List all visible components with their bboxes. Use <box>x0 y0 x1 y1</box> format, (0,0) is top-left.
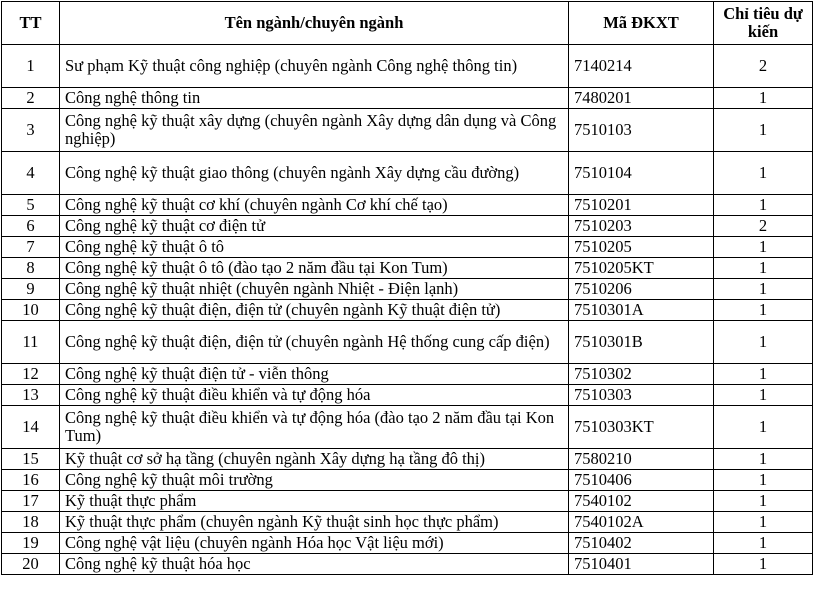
table-row <box>2 109 813 152</box>
cell-quota: 1 <box>714 88 813 109</box>
cell-name: Công nghệ vật liệu (chuyên ngành Hóa học Vật liệu mới) <box>60 533 569 554</box>
cell-code: 7510303KT <box>569 406 714 449</box>
cell-code: 7540102 <box>569 491 714 512</box>
cell-name: Kỹ thuật thực phẩm (chuyên ngành Kỹ thuật sinh học thực phẩm) <box>60 512 569 533</box>
cell-name: Kỹ thuật cơ sở hạ tầng (chuyên ngành Xây dựng hạ tầng đô thị) <box>60 449 569 470</box>
cell-quota: 2 <box>714 216 813 237</box>
cell-code: 7510301B <box>569 321 714 364</box>
table-row <box>2 470 813 491</box>
cell-code: 7480201 <box>569 88 714 109</box>
cell-tt: 11 <box>2 321 60 364</box>
cell-quota: 1 <box>714 237 813 258</box>
cell-tt: 9 <box>2 279 60 300</box>
cell-quota: 1 <box>714 491 813 512</box>
cell-code: 7510402 <box>569 533 714 554</box>
table-row <box>2 88 813 109</box>
cell-quota: 1 <box>714 406 813 449</box>
header-code: Mã ĐKXT <box>569 2 714 45</box>
table-row <box>2 385 813 406</box>
cell-quota: 1 <box>714 300 813 321</box>
cell-name: Công nghệ kỹ thuật điện, điện tử (chuyên ngành Kỹ thuật điện tử) <box>60 300 569 321</box>
cell-tt: 3 <box>2 109 60 152</box>
cell-name: Sư phạm Kỹ thuật công nghiệp (chuyên ngành Công nghệ thông tin) <box>60 45 569 88</box>
table-row <box>2 237 813 258</box>
header-tt: TT <box>2 2 60 45</box>
cell-code: 7140214 <box>569 45 714 88</box>
table-row <box>2 216 813 237</box>
cell-code: 7510205KT <box>569 258 714 279</box>
table-row <box>2 152 813 195</box>
cell-code: 7510406 <box>569 470 714 491</box>
cell-quota: 1 <box>714 512 813 533</box>
cell-quota: 1 <box>714 152 813 195</box>
table-row <box>2 258 813 279</box>
cell-name: Công nghệ kỹ thuật điều khiển và tự động hóa <box>60 385 569 406</box>
header-row <box>2 2 813 45</box>
table-row <box>2 406 813 449</box>
cell-name: Công nghệ kỹ thuật điều khiển và tự động hóa (đào tạo 2 năm đầu tại Kon Tum) <box>60 406 569 449</box>
cell-code: 7510205 <box>569 237 714 258</box>
cell-tt: 2 <box>2 88 60 109</box>
table-row <box>2 449 813 470</box>
cell-name: Công nghệ kỹ thuật nhiệt (chuyên ngành Nhiệt - Điện lạnh) <box>60 279 569 300</box>
cell-tt: 4 <box>2 152 60 195</box>
cell-code: 7510103 <box>569 109 714 152</box>
cell-quota: 1 <box>714 364 813 385</box>
cell-quota: 1 <box>714 554 813 575</box>
cell-code: 7510401 <box>569 554 714 575</box>
cell-quota: 1 <box>714 109 813 152</box>
cell-quota: 1 <box>714 279 813 300</box>
majors-table <box>1 1 813 575</box>
table-row <box>2 300 813 321</box>
cell-name: Kỹ thuật thực phẩm <box>60 491 569 512</box>
cell-tt: 20 <box>2 554 60 575</box>
table-row <box>2 45 813 88</box>
cell-tt: 15 <box>2 449 60 470</box>
table-row <box>2 364 813 385</box>
table-row <box>2 554 813 575</box>
cell-code: 7510104 <box>569 152 714 195</box>
cell-tt: 5 <box>2 195 60 216</box>
cell-code: 7540102A <box>569 512 714 533</box>
cell-quota: 1 <box>714 533 813 554</box>
cell-name: Công nghệ kỹ thuật điện tử - viễn thông <box>60 364 569 385</box>
cell-code: 7580210 <box>569 449 714 470</box>
cell-tt: 19 <box>2 533 60 554</box>
cell-quota: 1 <box>714 449 813 470</box>
cell-tt: 1 <box>2 45 60 88</box>
cell-tt: 18 <box>2 512 60 533</box>
cell-tt: 17 <box>2 491 60 512</box>
cell-name: Công nghệ kỹ thuật điện, điện tử (chuyên ngành Hệ thống cung cấp điện) <box>60 321 569 364</box>
cell-name: Công nghệ kỹ thuật môi trường <box>60 470 569 491</box>
header-name: Tên ngành/chuyên ngành <box>60 2 569 45</box>
cell-name: Công nghệ kỹ thuật xây dựng (chuyên ngành Xây dựng dân dụng và Công nghiệp) <box>60 109 569 152</box>
cell-tt: 6 <box>2 216 60 237</box>
table-row <box>2 321 813 364</box>
cell-name: Công nghệ kỹ thuật cơ điện tử <box>60 216 569 237</box>
cell-name: Công nghệ kỹ thuật cơ khí (chuyên ngành Cơ khí chế tạo) <box>60 195 569 216</box>
cell-quota: 1 <box>714 385 813 406</box>
cell-tt: 8 <box>2 258 60 279</box>
cell-name: Công nghệ kỹ thuật ô tô (đào tạo 2 năm đầu tại Kon Tum) <box>60 258 569 279</box>
cell-code: 7510201 <box>569 195 714 216</box>
cell-tt: 7 <box>2 237 60 258</box>
cell-code: 7510206 <box>569 279 714 300</box>
cell-code: 7510303 <box>569 385 714 406</box>
cell-tt: 16 <box>2 470 60 491</box>
cell-quota: 1 <box>714 258 813 279</box>
cell-quota: 1 <box>714 195 813 216</box>
table-row <box>2 279 813 300</box>
cell-code: 7510301A <box>569 300 714 321</box>
cell-name: Công nghệ kỹ thuật hóa học <box>60 554 569 575</box>
table-body <box>2 45 813 575</box>
table-row <box>2 491 813 512</box>
cell-code: 7510203 <box>569 216 714 237</box>
cell-tt: 12 <box>2 364 60 385</box>
cell-code: 7510302 <box>569 364 714 385</box>
table-row <box>2 195 813 216</box>
cell-quota: 1 <box>714 321 813 364</box>
cell-name: Công nghệ kỹ thuật giao thông (chuyên ngành Xây dựng cầu đường) <box>60 152 569 195</box>
cell-name: Công nghệ thông tin <box>60 88 569 109</box>
table-row <box>2 533 813 554</box>
table-row <box>2 512 813 533</box>
cell-tt: 10 <box>2 300 60 321</box>
cell-quota: 1 <box>714 470 813 491</box>
header-quota: Chỉ tiêu dự kiến <box>714 2 813 45</box>
cell-tt: 14 <box>2 406 60 449</box>
cell-quota: 2 <box>714 45 813 88</box>
cell-tt: 13 <box>2 385 60 406</box>
cell-name: Công nghệ kỹ thuật ô tô <box>60 237 569 258</box>
